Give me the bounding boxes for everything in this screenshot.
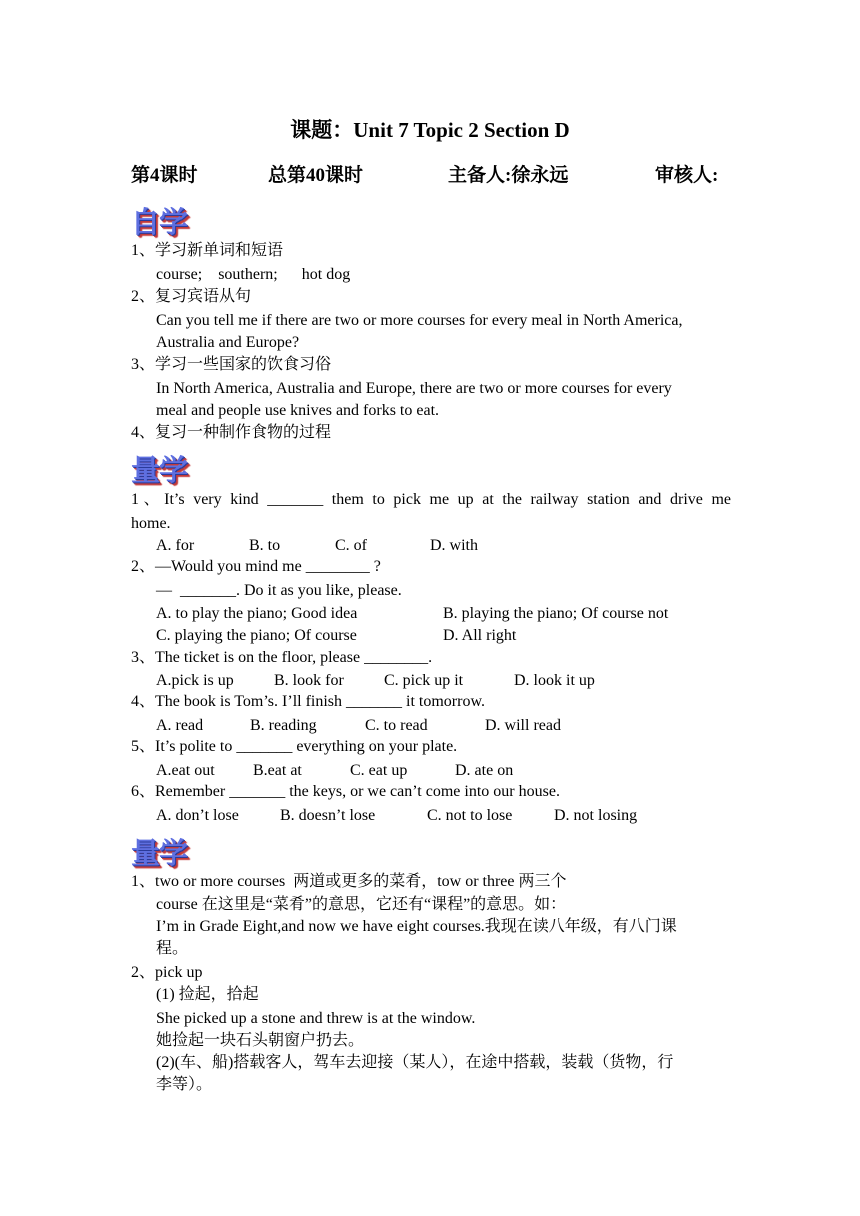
preparer: 主备人:徐永远 [448,165,569,186]
option-b: B. doesn’t lose [280,807,376,824]
zixue-item-1-content: course; southern; hot dog [156,266,351,283]
note-2-line-3: 她捡起一块石头朝窗户扔去。 [156,1032,365,1049]
lesson-meta [131,160,731,186]
option-d: D. look it up [514,672,595,689]
question-6-stem: 6、Remember _______ the keys, or we can’t come into our house. [131,783,560,800]
section-badge-zixue: 自学 [131,205,188,239]
option-c: C. eat up [350,762,408,779]
option-d: D. ate on [455,762,514,779]
question-2-options-row-2 [156,625,736,647]
option-c: C. to read [365,717,428,734]
note-2-line-4: (2)(车、船)搭载客人，驾车去迎接（某人），在途中搭载，装载（货物，行 [156,1054,674,1071]
question-3-stem: 3、The ticket is on the floor, please ________. [131,649,433,666]
question-2-stem-cont: — _______. Do it as you like, please. [156,582,402,599]
zixue-item-2: 2、复习宾语从句 [131,288,252,305]
note-2-line-2: She picked up a stone and threw is at the window. [156,1010,476,1027]
note-1-title: 1、two or more courses 两道或更多的菜肴，tow or three 两三个 [131,873,567,890]
question-6-options [156,805,736,827]
option-c: C. of [335,537,367,554]
note-2-title: 2、pick up [131,964,203,981]
zixue-item-3: 3、学习一些国家的饮食习俗 [131,356,332,373]
option-d: D. with [430,537,478,554]
question-3-options [156,670,736,692]
reviewer: 审核人: [655,165,719,186]
option-a: A. to play the piano; Good idea [156,605,358,622]
zixue-item-3-content-1: In North America, Australia and Europe, there are two or more courses for every [156,380,672,397]
question-1-options [156,535,736,557]
option-d: D. All right [443,627,517,644]
question-2-stem: 2、—Would you mind me ________ ? [131,558,381,575]
zixue-item-1: 1、学习新单词和短语 [131,242,284,259]
option-c: C. playing the piano; Of course [156,627,357,644]
option-b: B. to [249,537,281,554]
zixue-item-2-content-1: Can you tell me if there are two or more courses for every meal in North America, [156,312,683,329]
section-badge-liangxue-2: 量学 [131,836,188,870]
option-b: B. reading [250,717,317,734]
note-2-line-5: 李等）。 [156,1076,213,1093]
option-a: A. read [156,717,204,734]
option-c: C. pick up it [384,672,464,689]
note-1-line-1: course 在这里是“菜肴”的意思，它还有“课程”的意思。如： [156,896,567,913]
page-title: 课题：Unit 7 Topic 2 Section D [290,118,570,142]
note-1-line-3: 程。 [156,940,189,957]
option-a: A.pick is up [156,672,234,689]
question-4-options [156,715,736,737]
question-2-options-row-1 [156,603,736,625]
zixue-item-4: 4、复习一种制作食物的过程 [131,424,332,441]
option-d: D. not losing [554,807,638,824]
option-a: A.eat out [156,762,215,779]
question-5-stem: 5、It’s polite to _______ everything on your plate. [131,738,458,755]
lesson-number: 第4课时 [131,165,198,186]
question-5-options [156,760,736,782]
option-b: B. look for [274,672,344,689]
option-a: A. don’t lose [156,807,239,824]
note-2-line-1: (1) 捡起，拾起 [156,986,259,1003]
question-1-stem: 1、It’s very kind _______ them to pick me up at the railway station and drive me [131,491,731,508]
question-4-stem: 4、The book is Tom’s. I’ll finish _______ it tomorrow. [131,693,485,710]
zixue-item-3-content-2: meal and people use knives and forks to eat. [156,402,440,419]
total-lesson-number: 总第40课时 [268,165,364,186]
option-b: B. playing the piano; Of course not [443,605,669,622]
section-badge-liangxue-1: 量学 [131,453,188,487]
note-1-line-2: I’m in Grade Eight,and now we have eight courses.我现在读八年级，有八门课 [156,918,677,935]
zixue-item-2-content-2: Australia and Europe? [156,334,300,351]
option-a: A. for [156,537,195,554]
option-c: C. not to lose [427,807,513,824]
option-d: D. will read [485,717,561,734]
option-b: B.eat at [253,762,302,779]
question-1-stem-cont: home. [131,515,171,532]
